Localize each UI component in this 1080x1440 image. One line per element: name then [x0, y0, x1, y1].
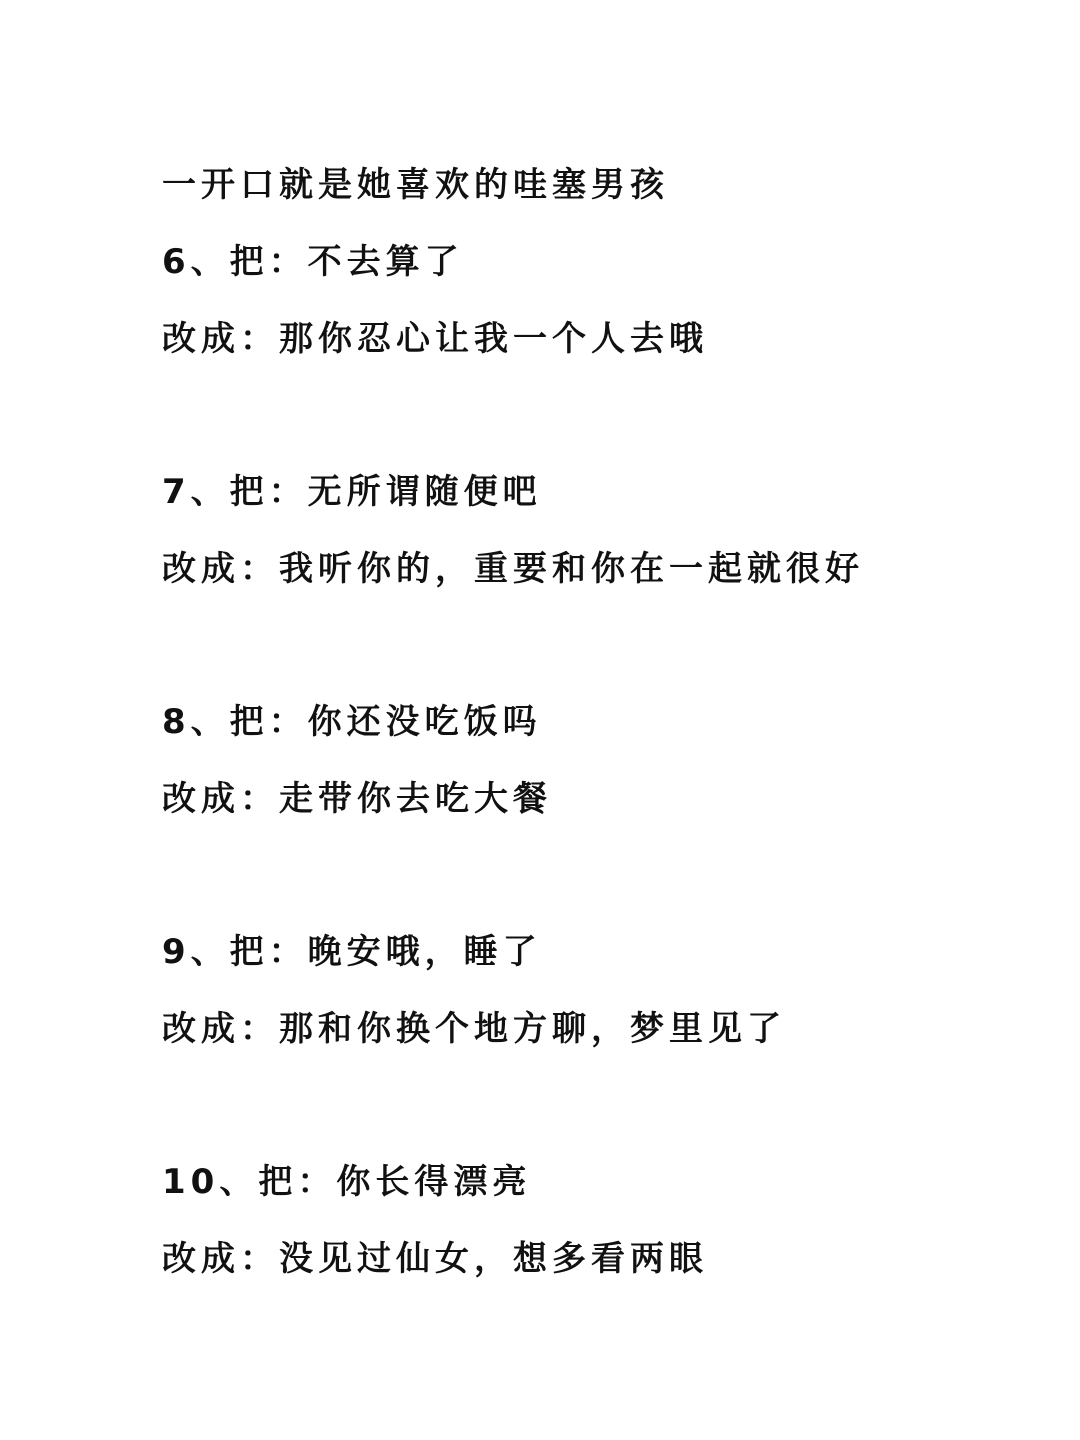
item-8-rewrite: 改成：走带你去吃大餐	[162, 779, 552, 819]
item-9-original: 9、把：晚安哦，睡了	[162, 932, 542, 972]
item-6-original: 6、把：不去算了	[162, 242, 464, 282]
item-6-rewrite: 改成：那你忍心让我一个人去哦	[162, 319, 708, 359]
item-10-rewrite: 改成：没见过仙女，想多看两眼	[162, 1239, 708, 1279]
intro-line: 一开口就是她喜欢的哇塞男孩	[162, 165, 669, 205]
item-8-original: 8、把：你还没吃饭吗	[162, 702, 542, 742]
item-9-rewrite: 改成：那和你换个地方聊，梦里见了	[162, 1009, 786, 1049]
item-10-original: 10、把：你长得漂亮	[162, 1162, 532, 1202]
item-7-original: 7、把：无所谓随便吧	[162, 472, 542, 512]
item-7-rewrite: 改成：我听你的，重要和你在一起就很好	[162, 549, 864, 589]
